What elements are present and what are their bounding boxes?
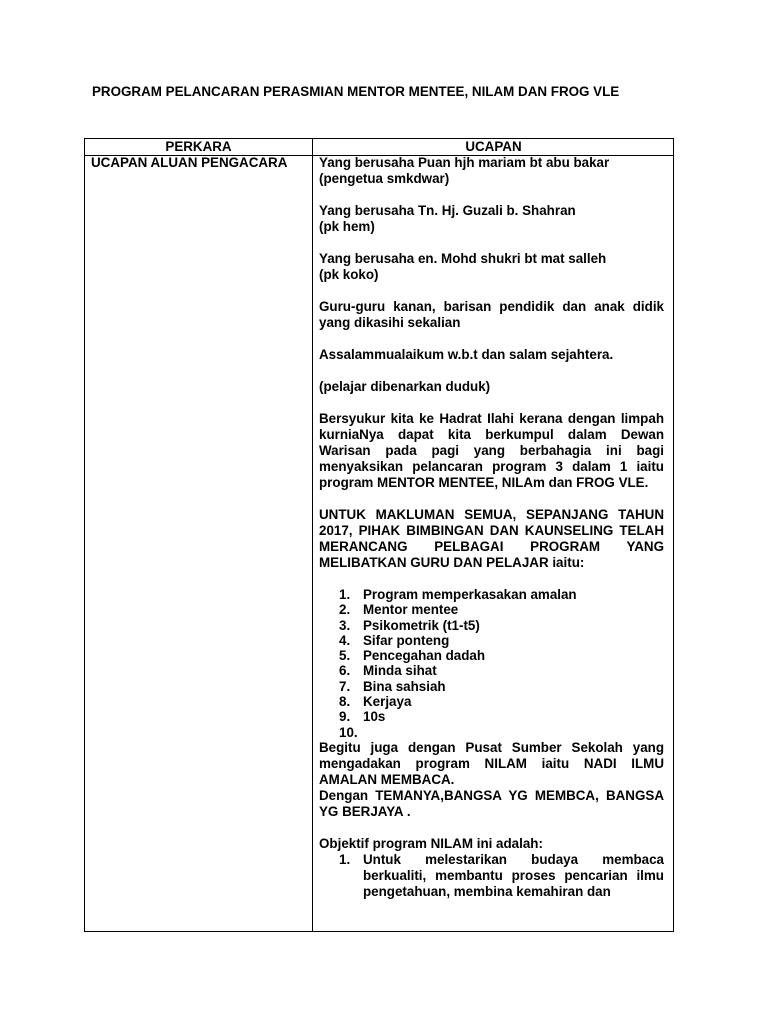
list-item: 10. <box>339 724 358 740</box>
tema-paragraph: Dengan TEMANYA,BANGSA YG MEMBCA, BANGSA YG BERJAYA . <box>319 787 664 819</box>
greeting-pk-hem-role: (pk hem) <box>319 219 375 234</box>
duduk-text: (pelajar dibenarkan duduk) <box>319 379 491 394</box>
greeting-pengetua-role: (pengetua smkdwar) <box>319 171 450 186</box>
program-list <box>319 587 664 740</box>
objektif-intro: Objektif program NILAM ini adalah: <box>319 835 543 851</box>
list-item: 1. Program memperkasakan amalan <box>339 587 577 602</box>
ucapan-cell <box>319 155 664 900</box>
list-item: 7. Bina sahsiah <box>339 678 446 694</box>
document-title: PROGRAM PELANCARAN PERASMIAN MENTOR MENTEE, NILAM DAN FROG VLE <box>92 84 620 99</box>
list-item: 4. Sifar ponteng <box>339 632 450 648</box>
list-item: 3. Psikometrik (t1-t5) <box>339 617 480 633</box>
perkara-cell: UCAPAN ALUAN PENGACARA <box>91 155 288 170</box>
objective-list <box>319 852 664 900</box>
greeting-pk-hem-name: Yang berusaha Tn. Hj. Guzali b. Shahran <box>319 203 576 218</box>
header-ucapan: UCAPAN <box>465 139 522 154</box>
table-header-row <box>85 139 673 156</box>
header-perkara: PERKARA <box>165 139 232 154</box>
speech-table <box>84 138 674 932</box>
list-item: 2. Mentor mentee <box>339 602 459 618</box>
salam-text: Assalammualaikum w.b.t dan salam sejahtera. <box>319 347 614 362</box>
pusat-sumber-paragraph: Begitu juga dengan Pusat Sumber Sekolah yang mengadakan program NILAM iaitu NADI ILMU AMALAN MEMBACA. <box>319 739 664 787</box>
bersyukur-paragraph: Bersyukur kita ke Hadrat Ilahi kerana dengan limpah kurniaNya dapat kita berkumpul dalam Dewan Warisan pada pagi yang berbahagia ini bagi menyaksikan pelancaran program 3 dalam 1 iaitu program MENTOR MENTEE, NILAm dan FROG VLE. <box>319 411 664 490</box>
greeting-pk-koko-role: (pk koko) <box>319 267 379 282</box>
list-item: 6. Minda sihat <box>339 663 437 679</box>
column-divider <box>312 139 313 931</box>
list-item: 8. Kerjaya <box>339 694 412 710</box>
greeting-guru: Guru-guru kanan, barisan pendidik dan anak didik yang dikasihi sekalian <box>319 299 664 330</box>
greeting-pengetua-name: Yang berusaha Puan hjh mariam bt abu bakar <box>319 155 610 170</box>
makluman-paragraph: UNTUK MAKLUMAN SEMUA, SEPANJANG TAHUN 2017, PIHAK BIMBINGAN DAN KAUNSELING TELAH MERANCANG PELBAGAI PROGRAM YANG MELIBATKAN GURU DAN PELAJAR iaitu: <box>319 507 664 570</box>
list-item: 9. 10s <box>339 709 386 725</box>
list-item: 5. Pencegahan dadah <box>339 648 486 664</box>
list-item: 1. Untuk melestarikan budaya membaca berkualiti, membantu proses pencarian ilmu pengetahuan, membina kemahiran dan <box>339 851 664 899</box>
greeting-pk-koko-name: Yang berusaha en. Mohd shukri bt mat salleh <box>319 251 607 266</box>
